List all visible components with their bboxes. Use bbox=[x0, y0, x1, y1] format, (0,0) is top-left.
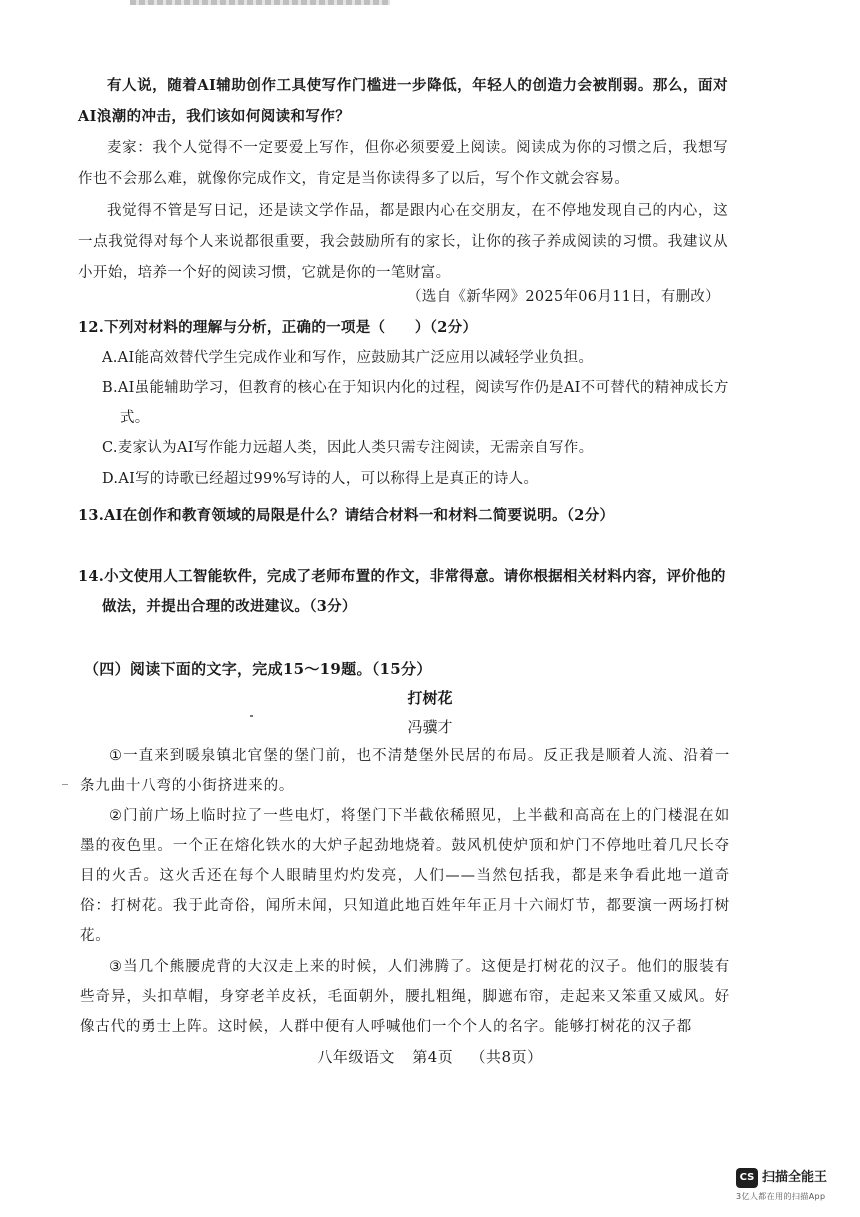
scan-speck bbox=[62, 784, 68, 785]
story-paragraph-2: ②门前广场上临时拉了一些电灯，将堡门下半截依稀照见，上半截和高高在上的门楼混在如墨的夜色里。一个正在熔化铁水的大炉子起劲地烧着。鼓风机使炉顶和炉门不停地吐着几尺长夺目的火舌。这火舌还在每个人眼睛里灼灼发亮，人们——当然包括我，都是来争看此地一道奇俗：打树花。我于此奇俗，闻所未闻，只知道此地百姓年年正月十六闹灯节，都要演一两场打树花。 bbox=[80, 808, 730, 944]
watermark-tagline: 3亿人都在用的扫描App bbox=[736, 1192, 826, 1201]
source-citation: （选自《新华网》2025年06月11日，有删改） bbox=[406, 289, 720, 305]
interview-answer-2: 我觉得不管是写日记，还是读文学作品，都是跟内心在交朋友，在不停地发现自己的内心，这一点我觉得对每个人来说都很重要，我会鼓励所有的家长，让你的孩子养成阅读的习惯。我建议从小开始，培养一个好的阅读习惯，它就是你的一笔财富。 bbox=[78, 203, 728, 281]
interview-question: 有人说，随着AI辅助创作工具使写作门槛进一步降低，年轻人的创造力会被削弱。那么，面对AI浪潮的冲击，我们该如何阅读和写作？ bbox=[78, 77, 728, 125]
section-4-heading: （四）阅读下面的文字，完成15～19题。（15分） bbox=[84, 660, 432, 678]
story-paragraph-3: ③当几个熊腰虎背的大汉走上来的时候，人们沸腾了。这便是打树花的汉子。他们的服装有些奇异，头扣草帽，身穿老羊皮袄，毛面朝外，腰扎粗绳，脚遮布帘，走起来又笨重又威风。好像古代的勇士上阵。这时候，人群中便有人呼喊他们一个个人的名字。能够打树花的汉子都 bbox=[80, 959, 730, 1035]
footer-total-pages: （共8页） bbox=[470, 1048, 543, 1066]
story-paragraph-1: ①一直来到暖泉镇北官堡的堡门前，也不清楚堡外民居的布局。反正我是顺着人流、沿着一条九曲十八弯的小街挤进来的。 bbox=[80, 748, 730, 794]
story-author: 冯骥才 bbox=[407, 718, 453, 736]
question-12-option-c: C.麦家认为AI写作能力远超人类，因此人类只需专注阅读，无需亲自写作。 bbox=[102, 440, 594, 456]
scan-edge-artifact bbox=[130, 0, 390, 5]
question-12-option-b: B.AI虽能辅助学习，但教育的核心在于知识内化的过程，阅读写作仍是AI不可替代的精神成长方式。 bbox=[102, 380, 729, 426]
footer-subject: 八年级语文 bbox=[317, 1048, 395, 1066]
watermark-app-name: 扫描全能王 bbox=[762, 1170, 828, 1185]
story-title: 打树花 bbox=[407, 689, 453, 707]
question-13: 13.AI在创作和教育领域的局限是什么？请结合材料一和材料二简要说明。（2分） bbox=[78, 507, 615, 524]
question-12-option-d: D.AI写的诗歌已经超过99%写诗的人，可以称得上是真正的诗人。 bbox=[102, 471, 539, 487]
footer-page-number: 第4页 bbox=[412, 1048, 454, 1066]
scanner-watermark bbox=[736, 1168, 846, 1208]
camscanner-logo-icon: CS bbox=[736, 1168, 758, 1188]
question-12-stem: 12.下列对材料的理解与分析，正确的一项是（ ）（2分） bbox=[78, 319, 478, 336]
question-14: 14.小文使用人工智能软件，完成了老师布置的作文，非常得意。请你根据相关材料内容，评价他的做法，并提出合理的改进建议。（3分） bbox=[78, 568, 726, 615]
scan-speck bbox=[250, 715, 253, 717]
question-12-option-a: A.AI能高效替代学生完成作业和写作，应鼓励其广泛应用以减轻学业负担。 bbox=[102, 350, 594, 366]
interview-answer-1: 麦家：我个人觉得不一定要爱上写作，但你必须要爱上阅读。阅读成为你的习惯之后，我想写作也不会那么难，就像你完成作文，肯定是当你读得多了以后，写个作文就会容易。 bbox=[78, 140, 728, 187]
page-footer bbox=[0, 1043, 860, 1071]
